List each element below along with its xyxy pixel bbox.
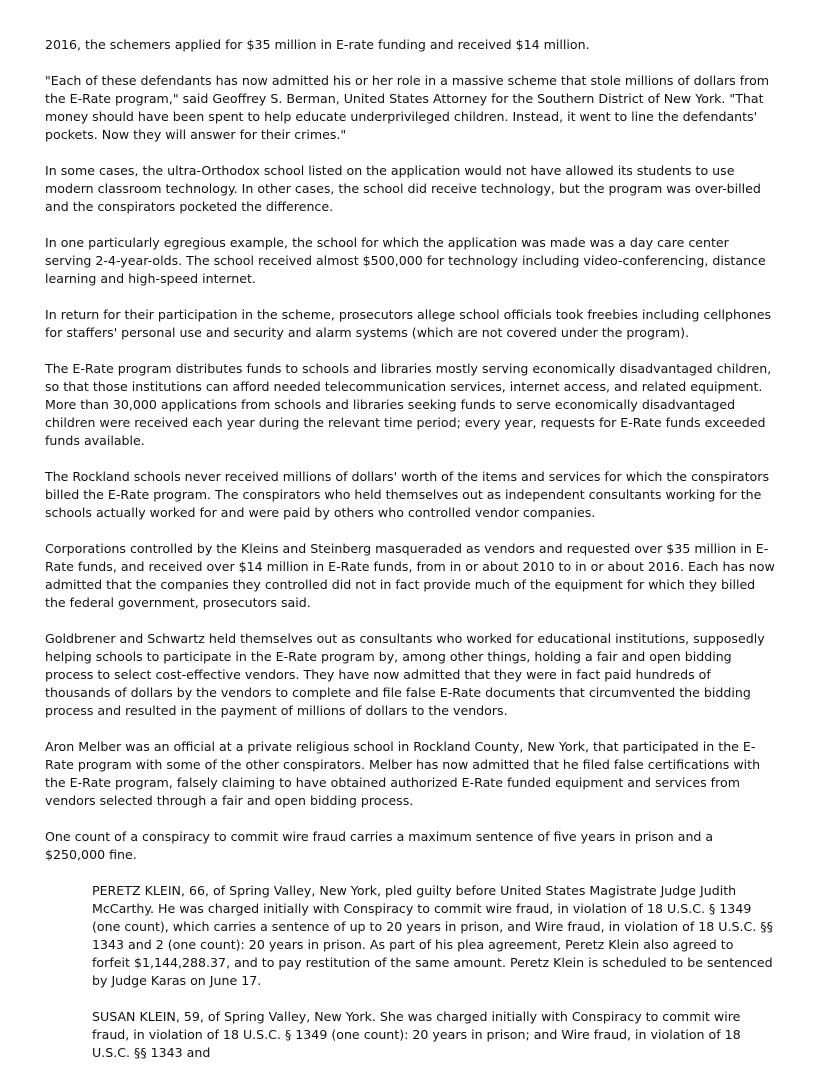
defendant-susan-klein: SUSAN KLEIN, 59, of Spring Valley, New York. She was charged initially with Conspiracy to commit wire fraud, in violation of 18 U.S.C. § 1349 (one count): 20 years in prison; and Wire fraud, in violation of 18 U.S.C. §§ 1343 and <box>92 1009 741 1060</box>
paragraph-rockland-schools: The Rockland schools never received millions of dollars' worth of the items and services for which the conspirators billed the E-Rate program. The conspirators who held themselves out as independent consultants working for the schools actually worked for and were paid by others who controlled vendor companies. <box>45 469 770 520</box>
paragraph-freebies: In return for their participation in the scheme, prosecutors allege school officials took freebies including cellphones for staffers' personal use and security and alarm systems (which are not covered under the program). <box>45 307 772 340</box>
document-page <box>45 36 775 1080</box>
paragraph-sentence: One count of a conspiracy to commit wire fraud carries a maximum sentence of five years in prison and a $250,000 fine. <box>45 829 714 862</box>
paragraph-consultants: Goldbrener and Schwartz held themselves out as consultants who worked for educational institutions, supposedly helping schools to participate in the E-Rate program by, among other things, holding a fair and open bidding process to select cost-effective vendors. They have now admitted that they were in fact paid hundreds of thousands of dollars by the vendors to complete and file false E-Rate documents that circumvented the bidding process and resulted in the payment of millions of dollars to the vendors. <box>45 631 765 718</box>
paragraph-aron-melber: Aron Melber was an official at a private religious school in Rockland County, New York, that participated in the E-Rate program with some of the other conspirators. Melber has now admitted that he filed false certifications with the E-Rate program, falsely claiming to have obtained authorized E-Rate funded equipment and services from vendors selected through a fair and open bidding process. <box>45 739 761 808</box>
defendant-peretz-klein: PERETZ KLEIN, 66, of Spring Valley, New York, pled guilty before United States Magistrate Judge Judith McCarthy. He was charged initially with Conspiracy to commit wire fraud, in violation of 18 U.S.C. § 1349 (one count), which carries a sentence of up to 20 years in prison, and Wire fraud, in violation of 18 U.S.C. §§ 1343 and 2 (one count): 20 years in prison. As part of his plea agreement, Peretz Klein also agreed to forfeit $1,144,288.37, and to pay restitution of the same amount. Peretz Klein is scheduled to be sentenced by Judge Karas on June 17. <box>92 883 773 988</box>
paragraph-day-care-example: In one particularly egregious example, the school for which the application was made was a day care center serving 2-4-year-olds. The school received almost $500,000 for technology including video-conferencing, distance learning and high-speed internet. <box>45 235 766 286</box>
paragraph-berman-quote: "Each of these defendants has now admitted his or her role in a massive scheme that stole millions of dollars from the E-Rate program," said Geoffrey S. Berman, United States Attorney for the Southern District of New York. "That money should have been spent to help educate underprivileged children. Instead, it went to line the defendants' pockets. Now they will answer for their crimes." <box>45 73 770 142</box>
paragraph-orthodox-school: In some cases, the ultra-Orthodox school listed on the application would not have allowed its students to use modern classroom technology. In other cases, the school did receive technology, but the program was over-billed and the conspirators pocketed the difference. <box>45 163 761 214</box>
paragraph-erate-program: The E-Rate program distributes funds to schools and libraries mostly serving economically disadvantaged children, so that those institutions can afford needed telecommunication services, internet access, and related equipment. More than 30,000 applications from schools and libraries seeking funds to serve economically disadvantaged children were received each year during the relevant time period; every year, requests for E-Rate funds exceeded funds available. <box>45 361 772 448</box>
paragraph-corporations: Corporations controlled by the Kleins and Steinberg masqueraded as vendors and requested over $35 million in E-Rate funds, and received over $14 million in E-Rate funds, from in or about 2010 to in or about 2016. Each has now admitted that the companies they controlled did not in fact provide much of the equipment for which they billed the federal government, prosecutors said. <box>45 541 775 610</box>
paragraph-funding-summary: 2016, the schemers applied for $35 million in E-rate funding and received $14 million. <box>45 37 590 52</box>
